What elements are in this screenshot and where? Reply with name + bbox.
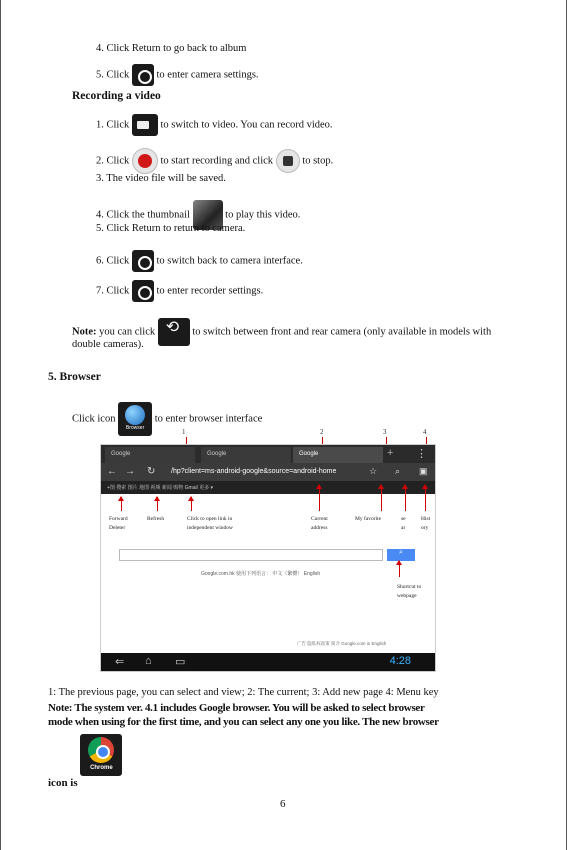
search-button[interactable]: ⌕	[387, 549, 415, 561]
tab-bar	[101, 445, 435, 463]
section-heading-recording: Recording a video	[72, 90, 161, 102]
back-nav-icon[interactable]: ⇐	[115, 656, 125, 668]
google-footer: 广告 隐私权政策 简介 Google.com in English	[297, 641, 387, 646]
browser-icon-label: Browser	[125, 425, 145, 431]
text: to enter browser interface	[154, 413, 263, 425]
label-2: 2	[320, 428, 324, 436]
rec-step-5: 5. Click Return to return to camera.	[96, 223, 246, 234]
step-4-album: 4. Click Return to go back to album	[96, 43, 247, 54]
note2-line1: Note: The system ver. 4.1 includes Google browser. You will be asked to select browser	[48, 702, 425, 714]
browser-intro	[72, 402, 262, 436]
screenshot-caption: 1: The previous page, you can select and view; 2: The current; 3: Add new page 4: Menu key	[48, 687, 439, 698]
text: to enter recorder settings.	[156, 285, 264, 297]
new-tab-icon[interactable]: +	[387, 447, 394, 459]
text: Click icon	[72, 413, 116, 425]
back-icon[interactable]: ←	[107, 466, 117, 477]
switch-camera-icon	[158, 318, 190, 346]
section-heading-browser: 5. Browser	[48, 371, 101, 383]
text: to switch between front and rear camera (only available in models with	[192, 326, 492, 338]
google-nav: +图 搜索 图片 地图 视频 新闻 购物 Gmail 更多 ▾	[101, 481, 435, 494]
language-line: Google.com.hk 使用下列语言： 中文（繁體） English	[201, 571, 321, 577]
ann-current: Current address	[311, 516, 328, 531]
browser-icon	[118, 402, 152, 436]
text: to enter camera settings.	[156, 69, 259, 81]
text: you can click	[99, 326, 156, 338]
clock: 4:28	[389, 655, 411, 667]
settings-icon	[132, 64, 154, 86]
ann-fav: My favorite	[355, 516, 382, 522]
arrow-history	[425, 485, 426, 511]
rec-step-7	[96, 280, 263, 302]
record-icon	[132, 148, 158, 174]
home-icon[interactable]: ⌂	[145, 655, 152, 667]
text: 6. Click	[96, 255, 130, 267]
menu-icon[interactable]: ⋮	[416, 448, 427, 460]
settings-icon	[132, 280, 154, 302]
search-input[interactable]	[119, 549, 383, 561]
text: 5. Click	[96, 69, 130, 81]
recent-apps-icon[interactable]: ▭	[175, 656, 186, 668]
search-icon[interactable]: ⌕	[395, 466, 401, 476]
text: 2. Click	[96, 155, 130, 167]
stop-icon	[276, 149, 300, 173]
url-bar	[101, 463, 435, 481]
text: to switch back to camera interface.	[156, 255, 303, 267]
chrome-icon-label: Chrome	[90, 765, 113, 771]
url-text[interactable]: /hp?client=ms-android-google&source=android-home	[171, 468, 337, 475]
text: 1. Click	[96, 119, 130, 131]
label-4: 4	[423, 428, 427, 436]
tab-2[interactable]: Google	[201, 447, 291, 463]
video-camera-icon	[132, 114, 158, 136]
label-3: 3	[383, 428, 387, 436]
step-5-camera-settings	[96, 64, 259, 86]
note-cont: double cameras).	[72, 339, 144, 350]
note2-line3	[48, 734, 122, 789]
note-label: Note:	[72, 326, 97, 338]
arrow-fav	[381, 485, 382, 511]
bookmarks-icon[interactable]: ▣	[419, 466, 428, 476]
star-icon[interactable]: ☆	[369, 466, 378, 476]
text: icon is	[48, 776, 78, 789]
arrow-open	[191, 497, 192, 511]
ann-search: se ar	[401, 516, 406, 531]
page-number: 6	[280, 798, 286, 810]
text: to stop.	[302, 155, 334, 167]
camera-icon	[132, 250, 154, 272]
refresh-icon[interactable]: ↻	[147, 466, 156, 477]
arrow-search	[405, 485, 406, 511]
text: 4. Click the thumbnail	[96, 209, 190, 221]
tab-1[interactable]: Google	[105, 447, 195, 463]
arrow-forward	[121, 497, 122, 511]
note2-line2: mode when using for the first time, and you can select any one you like. The new browser	[48, 716, 439, 728]
tab-3[interactable]: Google	[293, 447, 383, 463]
text: to play this video.	[225, 209, 301, 221]
text: to switch to video. You can record video.	[160, 119, 333, 131]
text: 7. Click	[96, 285, 130, 297]
arrow-shortcut	[399, 561, 400, 577]
system-bar	[101, 653, 435, 671]
label-1: 1	[182, 428, 186, 436]
forward-icon[interactable]: →	[125, 466, 135, 477]
ann-refresh: Refresh	[147, 516, 165, 522]
chrome-icon	[80, 734, 122, 776]
browser-screenshot	[100, 444, 436, 672]
ann-history: Hist ory	[421, 516, 431, 531]
rec-step-1	[96, 114, 333, 136]
ann-shortcut: Shortcut to webpage	[397, 584, 422, 599]
ann-open: Click to open link in independent window	[187, 516, 233, 531]
rec-step-3: 3. The video file will be saved.	[96, 173, 226, 184]
text: to start recording and click	[160, 155, 274, 167]
arrow-refresh	[157, 497, 158, 511]
arrow-current	[319, 485, 320, 511]
rec-step-2	[96, 148, 333, 174]
ann-forward: Forward Deleter	[109, 516, 128, 531]
rec-step-6	[96, 250, 303, 272]
